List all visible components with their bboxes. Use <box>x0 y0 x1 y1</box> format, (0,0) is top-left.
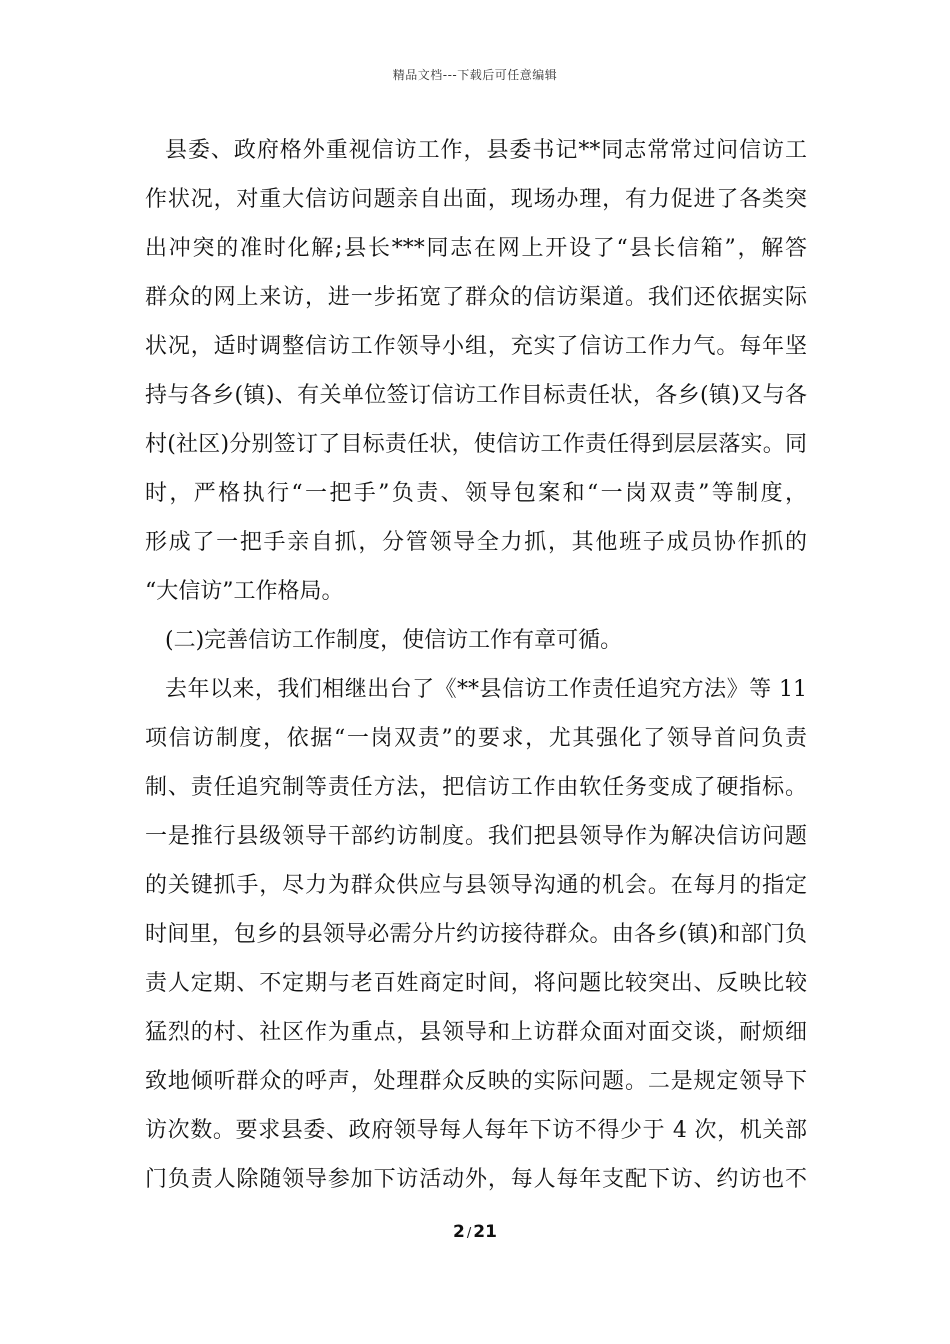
paragraph-line: 项信访制度，依据“一岗双责”的要求，尤其强化了领导首问负责 <box>145 726 807 751</box>
paragraph-line: 门负责人除随领导参加下访活动外，每人每年支配下访、约访也不 <box>145 1167 807 1192</box>
paragraph-line: 去年以来，我们相继出台了《**县信访工作责任追究方法》等 11 <box>165 677 807 702</box>
paragraph-line: 时间里，包乡的县领导必需分片约访接待群众。由各乡(镇)和部门负 <box>145 922 807 947</box>
paragraph-line: 一是推行县级领导干部约访制度。我们把县领导作为解决信访问题 <box>145 824 807 849</box>
paragraph-line: 时，严格执行“一把手”负责、领导包案和“一岗双责”等制度， <box>145 481 807 506</box>
paragraph-line: 访次数。要求县委、政府领导每人每年下访不得少于 4 次，机关部 <box>145 1118 807 1143</box>
paragraph-line: 形成了一把手亲自抓，分管领导全力抓，其他班子成员协作抓的 <box>145 530 807 555</box>
paragraph-line: 持与各乡(镇)、有关单位签订信访工作目标责任状，各乡(镇)又与各 <box>145 383 807 408</box>
paragraph-line: 致地倾听群众的呼声，处理群众反映的实际问题。二是规定领导下 <box>145 1069 807 1094</box>
paragraph-line: 制、责任追究制等责任方法，把信访工作由软任务变成了硬指标。 <box>145 775 807 800</box>
paragraph-line: 群众的网上来访，进一步拓宽了群众的信访渠道。我们还依据实际 <box>145 285 807 310</box>
paragraph-line: 县委、政府格外重视信访工作，县委书记**同志常常过问信访工 <box>165 138 807 163</box>
paragraph-line: “大信访”工作格局。 <box>145 579 344 604</box>
body-text <box>145 126 807 1204</box>
page-separator: / <box>466 1226 472 1241</box>
paragraph-line: 出冲突的准时化解;县长***同志在网上开设了“县长信箱”，解答 <box>145 236 807 261</box>
paragraph-line: 责人定期、不定期与老百姓商定时间，将问题比较突出、反映比较 <box>145 971 807 996</box>
section-heading: (二)完善信访工作制度，使信访工作有章可循。 <box>165 628 623 653</box>
paragraph-line: 村(社区)分别签订了目标责任状，使信访工作责任得到层层落实。同 <box>145 432 807 457</box>
total-pages: 21 <box>473 1222 497 1242</box>
page-header: 精品文档---下载后可任意编辑 <box>392 68 558 82</box>
paragraph-line: 状况，适时调整信访工作领导小组，充实了信访工作力气。每年坚 <box>145 334 807 359</box>
paragraph-line: 猛烈的村、社区作为重点，县领导和上访群众面对面交谈，耐烦细 <box>145 1020 807 1045</box>
paragraph-line: 的关键抓手，尽力为群众供应与县领导沟通的机会。在每月的指定 <box>145 873 807 898</box>
current-page: 2 <box>453 1222 465 1242</box>
page-number <box>0 1222 950 1242</box>
paragraph-line: 作状况，对重大信访问题亲自出面，现场办理，有力促进了各类突 <box>145 187 807 212</box>
